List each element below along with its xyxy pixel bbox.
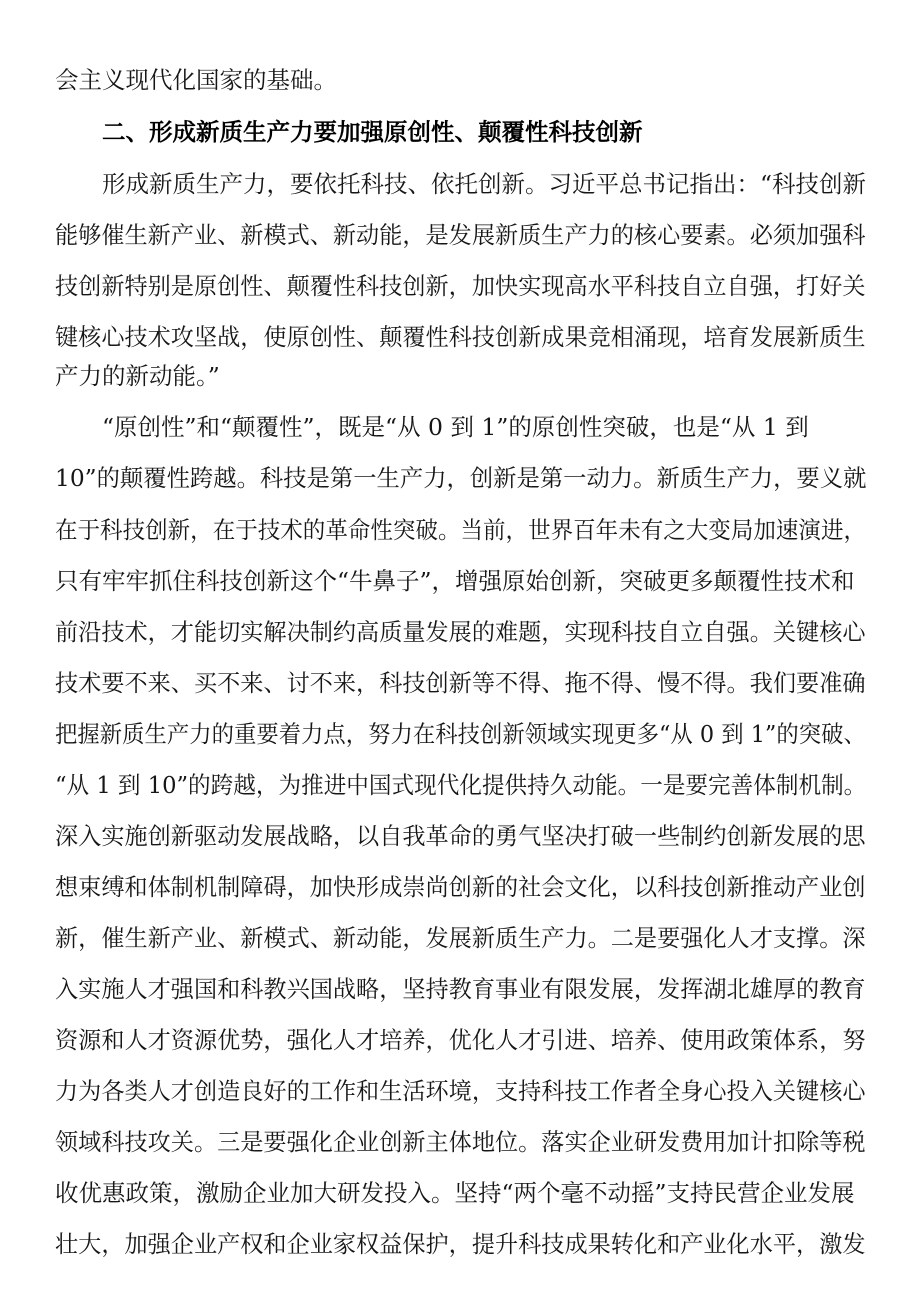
text-line-21: 领域科技攻关。三是要强化企业创新主体地位。落实企业研发费用加计扣除等税 [55,1128,866,1156]
text-line-19: 资源和人才资源优势，强化人才培养，优化人才引进、培养、使用政策体系，努 [55,1026,866,1054]
text-line-20: 力为各类人才创造良好的工作和生活环境，支持科技工作者全身心投入关键核心 [55,1077,866,1105]
text-line-15: 深入实施创新驱动发展战略，以自我革命的勇气坚决打破一些制约创新发展的思 [55,822,866,850]
text-line-12: 技术要不来、买不来、讨不来，科技创新等不得、拖不得、慢不得。我们要准确 [55,669,866,697]
text-line-22: 收优惠政策，激励企业加大研发投入。坚持“两个毫不动摇”支持民营企业发展 [55,1179,855,1207]
text-line-11: 前沿技术，才能切实解决制约高质量发展的难题，实现科技自立自强。关键核心 [55,618,866,646]
text-line-1: 会主义现代化国家的基础。 [55,66,337,94]
text-line-8: 10”的颠覆性跨越。科技是第一生产力，创新是第一动力。新质生产力，要义就 [55,464,867,492]
text-line-18: 入实施人才强国和科教兴国战略，坚持教育事业有限发展，发挥湖北雄厚的教育 [55,975,866,1003]
text-line-9: 在于科技创新，在于技术的革命性突破。当前，世界百年未有之大变局加速演进， [55,516,866,544]
text-line-23: 壮大，加强企业产权和企业家权益保护，提升科技成果转化和产业化水平，激发 [55,1230,866,1258]
text-line-16: 想束缚和体制机制障碍，加快形成崇尚创新的社会文化，以科技创新推动产业创 [55,873,866,901]
text-line-7: “原创性”和“颠覆性”，既是“从 0 到 1”的原创性突破，也是“从 1 到 [102,413,809,441]
text-line-6: 产力的新动能。” [55,362,220,390]
text-line-2: 形成新质生产力，要依托科技、依托创新。习近平总书记指出：“科技创新 [102,170,867,198]
text-line-5: 键核心技术攻坚战，使原创性、颠覆性科技创新成果竞相涌现，培育发展新质生 [55,323,866,351]
text-line-4: 技创新特别是原创性、颠覆性科技创新，加快实现高水平科技自立自强，打好关 [55,272,866,300]
text-line-3: 能够催生新产业、新模式、新动能，是发展新质生产力的核心要素。必须加强科 [55,221,866,249]
text-line-13: 把握新质生产力的重要着力点，努力在科技创新领域实现更多“从 0 到 1”的突破、 [55,720,866,748]
text-line-17: 新，催生新产业、新模式、新动能，发展新质生产力。二是要强化人才支撑。深 [55,924,866,952]
text-line-10: 只有牢牢抓住科技创新这个“牛鼻子”，增强原始创新，突破更多颠覆性技术和 [55,567,855,595]
section-heading: 二、形成新质生产力要加强原创性、颠覆性科技创新 [102,118,643,146]
text-line-14: “从 1 到 10”的跨越，为推进中国式现代化提供持久动能。一是要完善体制机制。 [55,771,867,799]
